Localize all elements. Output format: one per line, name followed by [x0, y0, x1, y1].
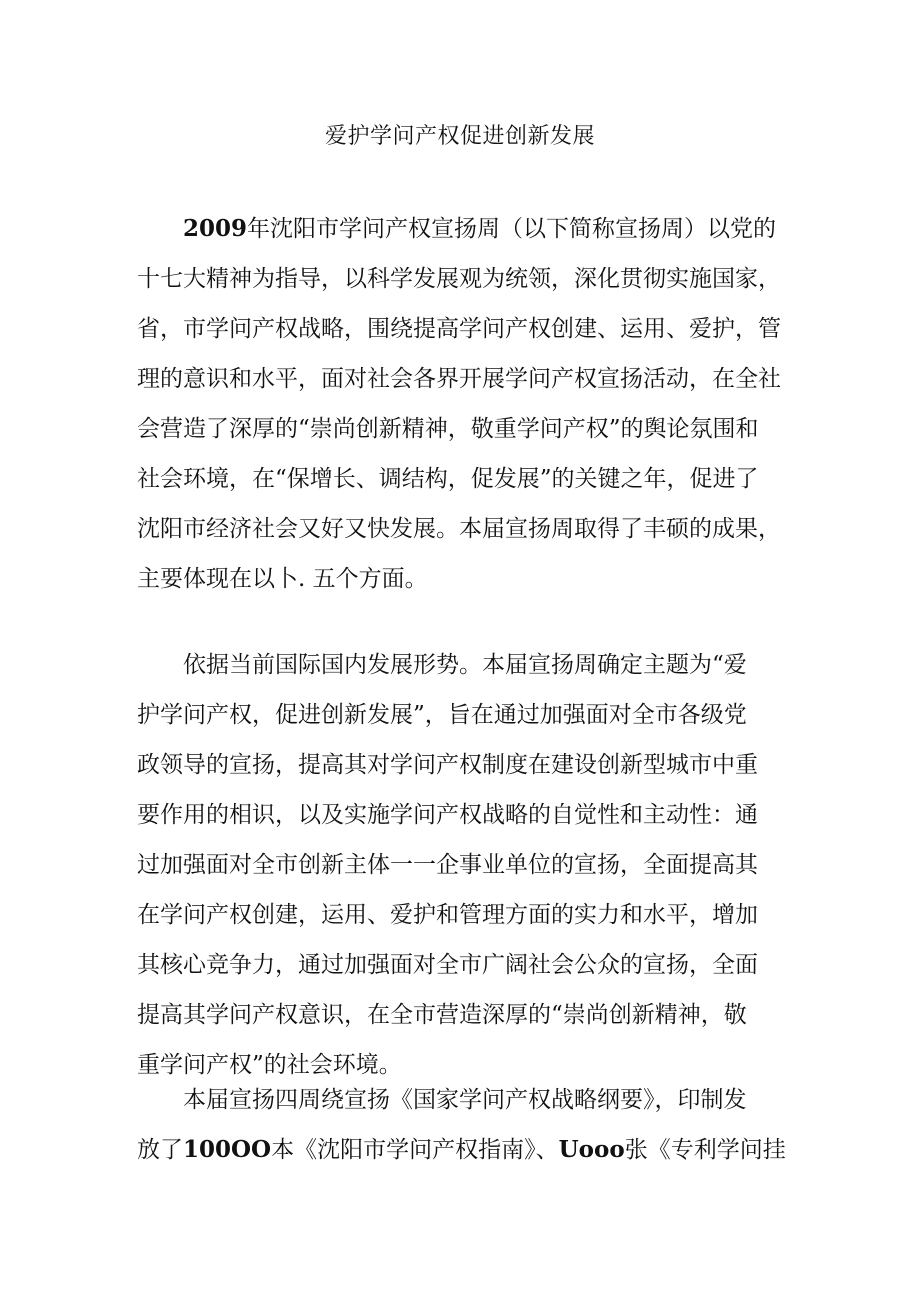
- document-title: 爱护学问产权促进创新发展: [324, 124, 595, 149]
- paragraph-line: 理的意识和水平，面对社会各界开展学问产权宣扬活动，在全社: [137, 366, 781, 392]
- paragraph-line: 政领导的宣扬，提高其对学问产权制度在建设创新型城市中重: [137, 752, 758, 778]
- paragraph-3: [137, 1075, 797, 1175]
- paragraph-line: 本届宣扬四周绕宣扬《国家学问产权战略纲要》，印制发: [183, 1087, 747, 1113]
- paragraph-line: 护学问产权，促进创新发展”，旨在通过加强面对全市各级党: [137, 702, 747, 728]
- paragraph-line: 重学问产权”的社会环境。: [137, 1052, 402, 1078]
- line-text: 张《专利学问挂: [624, 1137, 786, 1163]
- paragraph-2: [137, 640, 797, 1090]
- paragraph-line: 提高其学问产权意识，在全市营造深厚的“崇尚创新精神，敬: [137, 1002, 747, 1028]
- paragraph-line: 会营造了深厚的“崇尚创新精神，敬重学问产权”的舆论氛围和: [137, 416, 759, 442]
- copies-number: 100OO: [183, 1136, 272, 1163]
- paragraph-line: 过加强面对全市创新主体一一企事业单位的宣扬，全面提高其: [137, 852, 758, 878]
- paragraph-line: 其核心竞争力，通过加强面对全市广阔社会公众的宣扬，全面: [137, 952, 758, 978]
- paragraph-1: [137, 204, 797, 604]
- paragraph-line: 主要体现在以卜. 五个方面。: [137, 566, 428, 592]
- sheets-number: Uooo: [558, 1136, 625, 1163]
- paragraph-line: 社会环境，在“保增长、调结构，促发展”的关键之年，促进了: [137, 466, 759, 492]
- paragraph-line: 十七大精神为指导，以科学发展观为统领，深化贯彻实施国家，: [137, 266, 781, 292]
- paragraph-line: 在学问产权创建，运用、爱护和管理方面的实力和水平，增加: [137, 902, 758, 928]
- line-text: 本《沈阳市学问产权指南》、: [271, 1137, 559, 1163]
- paragraph-line: 依据当前国际国内发展形势。本届宣扬周确定主题为“爱: [183, 652, 747, 678]
- line-text: 放了: [137, 1137, 183, 1163]
- paragraph-line: 要作用的相识，以及实施学问产权战略的自觉性和主动性：通: [137, 802, 758, 828]
- year-number: 2009: [183, 215, 248, 242]
- line-text: 年沈阳市学问产权宣扬周（以下简称宣扬周）以党的: [247, 216, 777, 242]
- paragraph-line: [137, 204, 797, 254]
- paragraph-line: 省，市学问产权战略，围绕提高学问产权创建、运用、爱护，管: [137, 316, 781, 342]
- paragraph-line: 沈阳市经济社会又好又快发展。本届宣扬周取得了丰硕的成果，: [137, 516, 781, 542]
- paragraph-line: [137, 1125, 797, 1175]
